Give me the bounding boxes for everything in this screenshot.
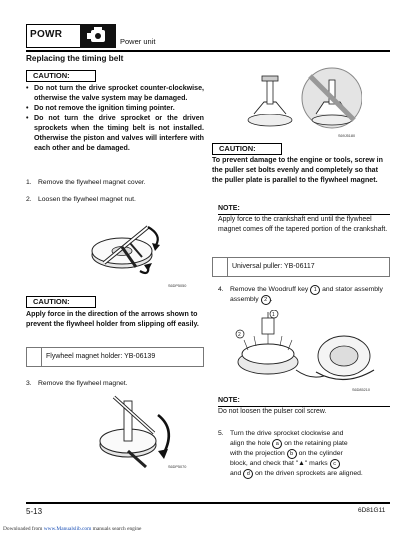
caution-label: CAUTION:: [26, 296, 96, 308]
list-item: • Do not turn the drive sprocket counter-clockwise, otherwise the valve system may be damaged.: [26, 83, 204, 103]
caution-text: Apply force in the direction of the arrows shown to prevent the flywheel holder from slipping off easily.: [26, 310, 199, 328]
figure-code: S6DP5050: [168, 284, 187, 288]
tool-box: [26, 347, 204, 367]
figure-code: S6D85210: [352, 388, 370, 392]
figure-code: S69J5180: [338, 134, 356, 138]
note-text: Do not loosen the pulser coil screw.: [218, 408, 327, 415]
engine-icon: [80, 24, 116, 48]
note-label: NOTE:: [218, 397, 240, 404]
step-1: 1. Remove the flywheel magnet cover.: [26, 179, 146, 186]
manualslib-link[interactable]: www.Manualslib.com: [43, 526, 92, 532]
puller-comparison-illustration: [240, 62, 362, 134]
list-item: • Do not remove the ignition timing pointer.: [26, 103, 204, 113]
page-number: 5-13: [26, 507, 43, 516]
step-2: 2. Loosen the flywheel magnet nut.: [26, 196, 136, 203]
caution-label: CAUTION:: [26, 70, 96, 82]
section-label: Power unit: [120, 37, 156, 46]
stator-assembly-illustration: [226, 310, 386, 390]
page-title: Replacing the timing belt: [26, 54, 124, 63]
tool-name: Universal puller: YB-06117: [232, 263, 315, 270]
tool-name: Flywheel magnet holder: YB-06139: [46, 353, 156, 360]
step-3: 3. Remove the flywheel magnet.: [26, 380, 128, 387]
list-item: • Do not turn the drive sprocket or the driven sprockets when the timing belt is not installed. Otherwise the piston and valves will interfere with each other and be damaged.: [26, 113, 204, 153]
note-label: NOTE:: [218, 205, 240, 212]
figure-code: S6DP5070: [168, 465, 187, 469]
caution-list: [26, 83, 204, 153]
section-badge-label: POWR: [30, 29, 63, 40]
svg-text:1: 1: [272, 312, 275, 318]
tool-box: [212, 257, 390, 277]
caution-text: To prevent damage to the engine or tools, screw in the puller set bolts evenly and completely so that the puller plate is parallel to the flywheel magnet.: [212, 156, 383, 184]
document-code: 6D81G11: [358, 507, 386, 514]
step-4: 4. Remove the Woodruff key 1 and stator assembly assembly 2 .: [218, 286, 383, 303]
note-text: Apply force to the crankshaft end until the flywheel magnet comes off the tapered portion of the crankshaft.: [218, 216, 388, 233]
svg-text:2: 2: [238, 332, 241, 338]
step-5: 5. Turn the drive sprocket clockwise and align the hole a on the retaining plate with the projection b on the cylinder block, and check that "▲" marks c and d on the driven sprockets are aligned.: [218, 430, 363, 477]
caution-label: CAUTION:: [212, 143, 282, 155]
step-4-line2: assembly 2 .: [230, 296, 273, 303]
flywheel-puller-illustration: [94, 393, 196, 469]
flywheel-holder-illustration: [82, 205, 198, 291]
footer-rule: [26, 502, 390, 504]
header-rule: [26, 50, 390, 52]
download-credit: Downloaded from www.Manualslib.com manuals search engine: [3, 526, 142, 532]
